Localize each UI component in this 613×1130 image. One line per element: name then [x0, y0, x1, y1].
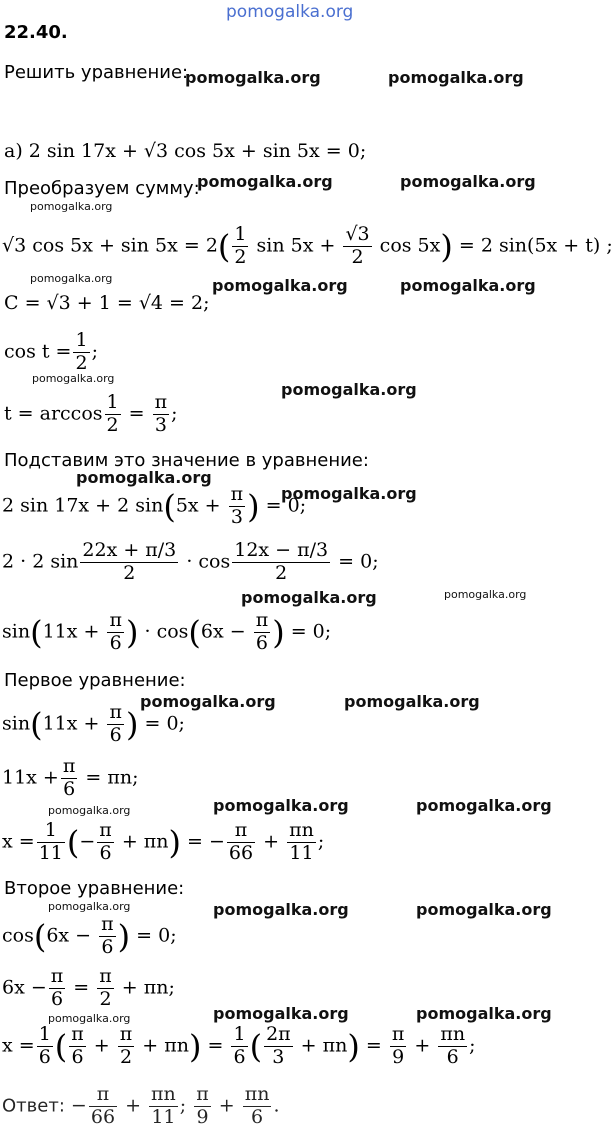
math-eq3: x = $\frac{1}{11}$ (− $\frac{\pi}{6}$ + πn) = − $\frac{\pi}{66}$ + $\frac{\pi n}{11}$ ; — [2, 819, 325, 864]
step-first-eq: Первое уравнение: — [4, 670, 186, 691]
frac: $\frac{\pi}{66}$ — [228, 819, 254, 864]
watermark: pomogalka.org — [212, 276, 348, 295]
frac: $\frac{\pi n}{6}$ — [440, 1023, 466, 1068]
watermark: pomogalka.org — [416, 900, 552, 919]
frac: $\frac{\pi}{9}$ — [391, 1023, 405, 1068]
frac: $\frac{1}{6}$ — [38, 1023, 51, 1068]
math-prod-line: 2 · 2 sin $\frac{22x + \pi/3}{2}$ · cos $\frac{12x - \pi/3}{2}$ = 0; — [2, 539, 379, 584]
math-right: = 2 sin(5x + t) ; — [458, 234, 613, 257]
part-a-equation — [4, 140, 366, 162]
frac: $\frac{\pi}{6}$ — [255, 609, 269, 654]
frac: $\frac{1}{11}$ — [38, 819, 63, 864]
watermark: pomogalka.org — [76, 468, 212, 487]
problem-number: 22.40. — [4, 22, 68, 43]
frac: $\frac{\pi}{66}$ — [90, 1083, 116, 1128]
math-left: √3 cos 5x + sin 5x = 2 — [2, 234, 218, 257]
math-c-line: C = √3 + 1 = √4 = 2; — [4, 292, 210, 314]
watermark-small: pomogalka.org — [30, 272, 113, 285]
eq6-left: x = — [2, 1034, 35, 1057]
step-substitute: Подставим это значение в уравнение: — [4, 450, 369, 471]
math-eq6: x = $\frac{1}{6}$ ( $\frac{\pi}{6}$ + $\frac{\pi}{2}$ + πn) = $\frac{1}{6}$ ( $\frac{2\pi}{3}$ + πn) = $\frac{\pi}{9}$ + $\frac{\pi n}{6}$ ; — [2, 1023, 476, 1068]
answer-label: Ответ: — [2, 1095, 65, 1117]
frac: $\frac{1}{6}$ — [233, 1023, 246, 1068]
math-eq5: 6x − $\frac{\pi}{6}$ = $\frac{\pi}{2}$ + πn; — [2, 965, 175, 1010]
math-eq1: sin(11x + $\frac{\pi}{6}$ ) = 0; — [2, 701, 185, 746]
watermark-small: pomogalka.org — [48, 804, 131, 817]
frac: $\frac{12x - \pi/3}{2}$ — [234, 539, 329, 584]
frac: $\frac{\pi n}{6}$ — [244, 1083, 270, 1128]
eq3-left: x = — [2, 830, 35, 853]
frac: $\frac{22x + \pi/3}{2}$ — [82, 539, 177, 584]
sin-label: sin — [2, 620, 31, 643]
watermark: pomogalka.org — [281, 484, 417, 503]
prod-left: 2 · 2 sin — [2, 550, 79, 573]
frac: $\frac{\pi}{2}$ — [119, 1023, 133, 1068]
math-cos-t: cos t = $\frac{1}{2}$ ; — [4, 329, 98, 374]
watermark: pomogalka.org — [140, 692, 276, 711]
eq2-left: 11x + — [2, 766, 59, 789]
math-sub-line: 2 sin 17x + 2 sin(5x + $\frac{\pi}{3}$ ) = 0; — [2, 483, 307, 528]
frac: $\frac{\pi}{6}$ — [50, 965, 64, 1010]
answer-line: Ответ: − $\frac{\pi}{66}$ + $\frac{\pi n}{11}$ ; $\frac{\pi}{9}$ + $\frac{\pi n}{6}$ . — [2, 1083, 280, 1128]
watermark: pomogalka.org — [344, 692, 480, 711]
watermark: pomogalka.org — [213, 900, 349, 919]
watermark-small: pomogalka.org — [48, 1012, 131, 1025]
t-label: t = arccos — [4, 402, 103, 425]
frac: $\frac{1}{2}$ — [234, 223, 247, 268]
frac: $\frac{1}{2}$ — [106, 391, 119, 436]
watermark: pomogalka.org — [400, 172, 536, 191]
math-eq4: cos(6x − $\frac{\pi}{6}$ ) = 0; — [2, 913, 177, 958]
frac: $\frac{√3}{2}$ — [345, 223, 370, 268]
frac: $\frac{\pi}{6}$ — [62, 755, 76, 800]
watermark: pomogalka.org — [197, 172, 333, 191]
frac: $\frac{\pi}{6}$ — [101, 913, 114, 958]
watermark: pomogalka.org — [416, 1004, 552, 1023]
part-a-text: 2 sin 17x + √3 cos 5x + sin 5x = 0; — [28, 140, 367, 162]
watermark-small: pomogalka.org — [48, 900, 131, 913]
frac: $\frac{\pi}{3}$ — [230, 483, 244, 528]
part-a-label: а) — [4, 140, 23, 162]
frac: $\frac{\pi n}{11}$ — [289, 819, 314, 864]
cos-t-label: cos t = — [4, 340, 72, 363]
watermark: pomogalka.org — [213, 796, 349, 815]
math-line-sum: √3 cos 5x + sin 5x = 2( $\frac{1}{2}$ sin 5x + $\frac{√3}{2}$ cos 5x) = 2 sin(5x + t) ; — [2, 223, 613, 268]
watermark: pomogalka.org — [416, 796, 552, 815]
sub-left: 2 sin 17x + 2 sin — [2, 494, 164, 517]
problem-instruction: Решить уравнение: — [4, 62, 189, 83]
math-eq2: 11x + $\frac{\pi}{6}$ = πn; — [2, 755, 139, 800]
frac: $\frac{\pi}{9}$ — [196, 1083, 209, 1128]
frac: $\frac{\pi}{6}$ — [71, 1023, 84, 1068]
watermark: pomogalka.org — [241, 588, 377, 607]
watermark-small: pomogalka.org — [444, 588, 527, 601]
eq5-left: 6x − — [2, 976, 47, 999]
eq4-left: cos — [2, 924, 34, 947]
frac: $\frac{\pi}{2}$ — [99, 965, 112, 1010]
watermark: pomogalka.org — [213, 1004, 349, 1023]
eq1-right: = 0; — [144, 712, 185, 735]
watermark-small: pomogalka.org — [30, 200, 113, 213]
frac: $\frac{2\pi}{3}$ — [266, 1023, 291, 1068]
watermark-small: pomogalka.org — [32, 372, 115, 385]
step-second-eq: Второе уравнение: — [4, 878, 185, 899]
math-t-line: t = arccos $\frac{1}{2}$ = $\frac{\pi}{3}$ ; — [4, 391, 178, 436]
frac: $\frac{1}{2}$ — [75, 329, 88, 374]
frac: $\frac{\pi n}{11}$ — [151, 1083, 176, 1128]
watermark-top: pomogalka.org — [226, 2, 354, 22]
frac: $\frac{\pi}{6}$ — [109, 609, 122, 654]
math-sin-cos: sin(11x + $\frac{\pi}{6}$ ) · cos(6x − $\frac{\pi}{6}$ ) = 0; — [2, 609, 332, 654]
watermark: pomogalka.org — [388, 68, 524, 87]
watermark: pomogalka.org — [185, 68, 321, 87]
watermark: pomogalka.org — [400, 276, 536, 295]
frac: $\frac{\pi}{3}$ — [154, 391, 168, 436]
frac: $\frac{\pi}{6}$ — [109, 701, 122, 746]
frac: $\frac{\pi}{6}$ — [99, 819, 112, 864]
step-transform-sum: Преобразуем сумму: — [4, 178, 200, 199]
watermark: pomogalka.org — [281, 380, 417, 399]
